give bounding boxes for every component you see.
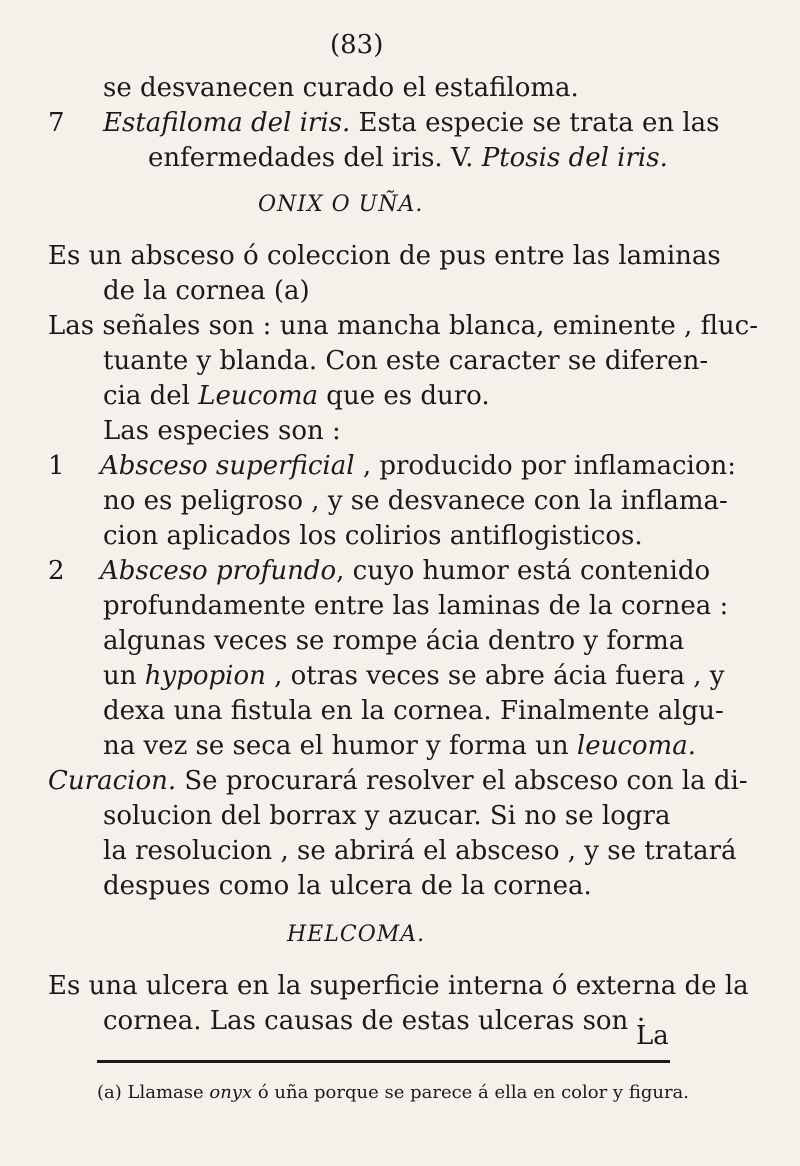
text-line [103,520,643,552]
text-segment: tuante y blanda. Con este caracter se diferen- [103,346,709,376]
item-number: 7 [48,108,65,138]
page-number: (83) [330,30,384,60]
text-segment: que es duro. [318,381,490,411]
text-segment: Se procurará resolver el absceso con la di- [176,766,748,796]
text-segment: cia del [103,381,199,411]
text-line [48,240,721,272]
text-line [100,450,736,482]
text-line [103,625,684,657]
text-segment: Las especies son : [103,416,341,446]
text-line [148,142,668,174]
text-line [103,275,310,307]
italic-segment: Absceso superficial [100,451,355,481]
text-line [103,1005,645,1037]
text-line [103,345,708,377]
text-segment: Esta especie se trata en las [350,108,720,138]
italic-segment: Absceso profundo [100,556,337,586]
text-segment: enfermedades del iris. V. [148,143,482,173]
text-segment: se desvanecen curado el estafiloma. [103,73,579,103]
text-line [103,870,592,902]
text-segment: ó uña porque se parece á ella en color y figura. [252,1082,690,1103]
footnote [97,1082,689,1103]
catchword: La [636,1021,669,1051]
footnote-marker: (a) [97,1082,122,1103]
text-segment: , producido por inflamacion: [354,451,736,481]
text-segment: profundamente entre las laminas de la cornea : [103,591,729,621]
italic-segment: onyx [209,1082,253,1103]
text-segment: de la cornea (a) [103,276,310,306]
text-line [103,660,724,692]
text-segment: la resolucion , se abrirá el absceso , y se tratará [103,836,737,866]
text-line [48,970,749,1002]
item-number: 1 [48,451,65,481]
text-segment: no es peligroso , y se desvanece con la inflama- [103,486,728,516]
text-line [103,800,670,832]
text-segment: un [103,661,145,691]
text-line [103,590,728,622]
text-segment: Las señales son : una mancha blanca, eminente , fluc- [48,311,759,341]
text-line [103,835,737,867]
footnote-rule [97,1060,670,1063]
footnote-text [122,1082,689,1103]
text-segment: despues como la ulcera de la cornea. [103,871,592,901]
italic-segment: hypopion [144,661,266,691]
italic-segment: Ptosis del iris. [481,143,668,173]
text-segment: algunas veces se rompe ácia dentro y forma [103,626,685,656]
text-segment: Es una ulcera en la superficie interna ó externa de la [48,971,749,1001]
text-segment: cornea. Las causas de estas ulceras son : [103,1006,646,1036]
text-segment: , cuyo humor está contenido [336,556,711,586]
text-segment: cion aplicados los colirios antiflogisticos. [103,521,643,551]
italic-segment: Estafiloma del iris. [103,108,351,138]
text-segment: solucion del borrax y azucar. Si no se logra [103,801,671,831]
text-line [103,380,490,412]
italic-segment: Curacion. [48,766,177,796]
text-line [103,695,724,727]
item-number: 2 [48,556,65,586]
section-heading: HELCOMA. [287,922,426,947]
text-segment: dexa una fistula en la cornea. Finalmente algu- [103,696,724,726]
italic-segment: Leucoma [198,381,319,411]
section-heading: ONIX O UÑA. [258,192,424,217]
text-line [103,415,341,447]
text-line [103,107,720,139]
text-segment: , otras veces se abre ácia fuera , y [265,661,725,691]
text-line [48,310,758,342]
text-line [100,555,710,587]
text-segment: Es un absceso ó coleccion de pus entre las laminas [48,241,721,271]
text-line [48,765,748,797]
text-line [103,72,579,104]
text-segment: na vez se seca el humor y forma un [103,731,577,761]
italic-segment: leucoma. [576,731,696,761]
text-segment: Llamase [121,1082,210,1103]
text-line [103,485,728,517]
text-line [103,730,696,762]
